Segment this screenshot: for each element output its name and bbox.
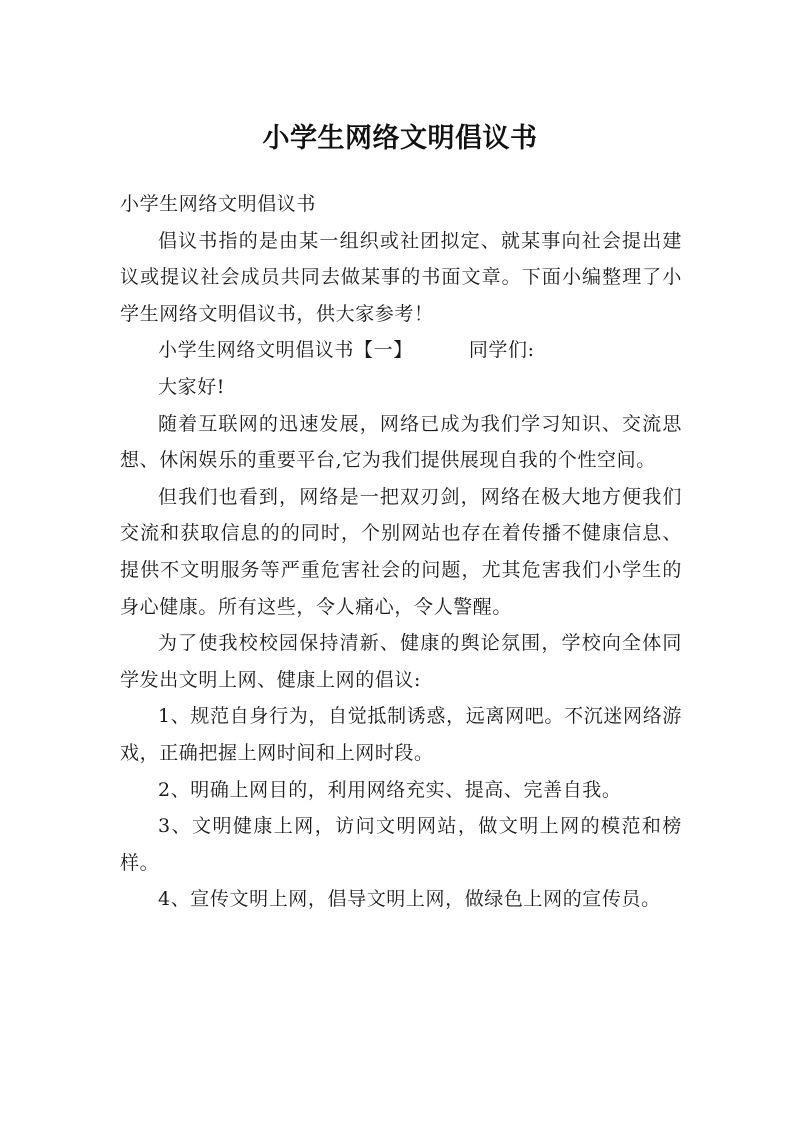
greeting: 大家好! [158,375,226,398]
document-subtitle: 小学生网络文明倡议书 [120,193,317,215]
intro-paragraph: 倡议书指的是由某一组织或社团拟定、就某事向社会提出建议或提议社会成员共同去做某事的书面文章。下面小编整理了小学生网络文明倡议书，供大家参考！ [120,229,682,325]
section-heading: 小学生网络文明倡议书【一】 [158,339,413,362]
document-title: 小学生网络文明倡议书 [262,123,538,155]
paragraph-proposal: 为了使我校校园保持清新、健康的舆论氛围，学校向全体同学发出文明上网、健康上网的倡议: [120,632,682,691]
paragraph-development: 随着互联网的迅速发展，网络已成为我们学习知识、交流思想、休闲娱乐的重要平台,它为我们提供展现自我的个性空间。 [120,412,682,472]
section-heading-line [120,332,682,369]
proposal-item: 2、明确上网目的，利用网络充实、提高、完善自我。 [158,778,622,801]
proposal-item: 3、文明健康上网，访问文明网站，做文明上网的模范和榜样。 [120,815,682,874]
document-body [120,186,682,918]
paragraph-double-edged: 但我们也看到，网络是一把双刃剑，网络在极大地方便我们交流和获取信息的的同时，个别网站也存在着传播不健康信息、提供不文明服务等严重危害社会的问题，尤其危害我们小学生的身心健康。所有这些，令人痛心，令人警醒。 [120,485,682,618]
salutation: 同学们: [468,339,535,362]
proposal-item: 4、宣传文明上网，倡导文明上网，做绿色上网的宣传员。 [158,888,661,911]
proposal-item: 1、规范自身行为，自觉抵制诱惑，远离网吧。不沉迷网络游戏，正确把握上网时间和上网时段。 [120,705,682,764]
